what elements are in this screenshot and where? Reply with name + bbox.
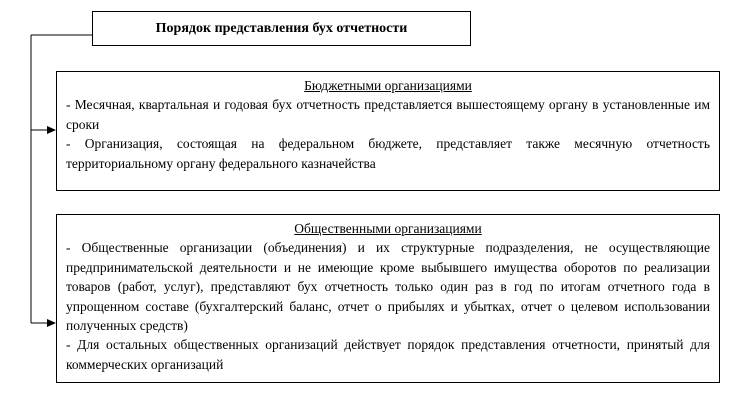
budget-organizations-box <box>56 71 720 191</box>
budget-item-1: - Месячная, квартальная и годовая бух отчетность представляется вышестоящему органу в установленные им сроки <box>66 97 710 132</box>
public-item-2: - Для остальных общественных организаций действует порядок представления отчетности, принятый для коммерческих организаций <box>66 337 710 372</box>
arrow-head-public <box>47 319 56 327</box>
public-organizations-heading: Общественными организациями <box>294 221 482 236</box>
diagram-title: Порядок представления бух отчетности <box>155 20 408 36</box>
budget-item-2: - Организация, состоящая на федеральном бюджете, представляет также месячную отчетность территориальному органу федерального казначейства <box>66 136 710 171</box>
public-organizations-box <box>56 214 720 383</box>
public-item-1: - Общественные организации (объединения) и их структурные подразделения, не осуществляющие предпринимательской деятельности и не имеющие кроме выбывшего имущества оборотов по реализации товаров (работ, услуг), представляют бух отчетность только один раз в год по итогам отчетного года в упрощенном составе (бухгалтерский баланс, отчет о прибылях и убытках, отчет о целевом использовании полученных средств) <box>66 240 710 334</box>
budget-organizations-heading: Бюджетными организациями <box>304 78 472 93</box>
arrow-head-budget <box>47 126 56 134</box>
diagram-title-box <box>92 11 471 46</box>
